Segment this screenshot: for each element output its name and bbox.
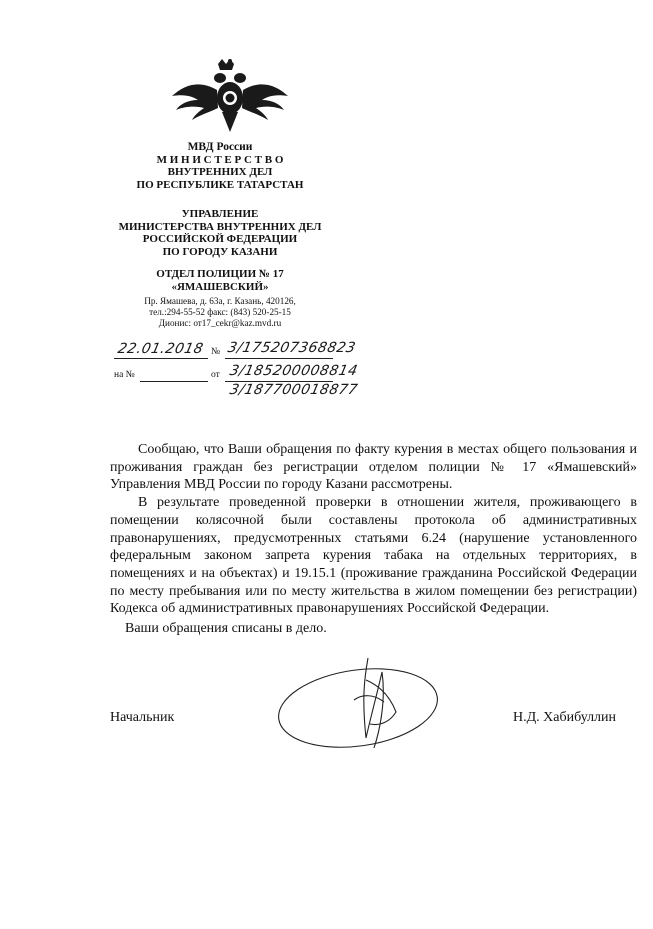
- date-underline: [114, 358, 208, 359]
- department-line-2: МИНИСТЕРСТВА ВНУТРЕННИХ ДЕЛ: [118, 220, 322, 233]
- address-line-1: Пр. Ямашева, д. 63а, г. Казань, 420126,: [144, 296, 296, 306]
- letterhead-ministry: [110, 141, 330, 191]
- letterhead-line-3: ВНУТРЕННИХ ДЕЛ: [167, 166, 273, 179]
- number-label: №: [211, 347, 221, 357]
- reference-number-label: на №: [114, 370, 135, 380]
- number-underline: [225, 358, 333, 359]
- letter-body: [110, 441, 637, 638]
- unit-line-2: «ЯМАШЕВСКИЙ»: [171, 280, 269, 293]
- unit-line-1: ОТДЕЛ ПОЛИЦИИ № 17: [156, 268, 284, 280]
- body-paragraph-1: Сообщаю, что Ваши обращения по факту курения в местах общего пользования и проживания граждан без регистрации отделом полиции № 17 «Ямашевский» Управления МВД России по городу Казани рассмотрены.: [110, 442, 637, 493]
- mvd-double-headed-eagle-icon: [170, 58, 290, 136]
- letterhead-department: [110, 208, 330, 258]
- signatory-title: Начальник: [110, 710, 175, 725]
- reference-number-underline: [140, 381, 208, 382]
- address-line-2: тел.:294-55-52 факс: (843) 520-25-15: [149, 307, 291, 318]
- outgoing-date: 22.01.2018: [116, 341, 205, 357]
- letterhead-line-2: М И Н И С Т Е Р С Т В О: [156, 153, 284, 166]
- department-line-3: РОССИЙСКОЙ ФЕДЕРАЦИИ: [142, 233, 298, 246]
- letterhead-unit: [110, 268, 330, 293]
- department-line-1: УПРАВЛЕНИЕ: [181, 208, 259, 220]
- reference-date-label: от: [211, 370, 220, 380]
- body-paragraph-3: Ваши обращения списаны в дело.: [125, 621, 327, 637]
- signatory-name: Н.Д. Хабибуллин: [513, 710, 617, 725]
- letterhead-line-4: ПО РЕСПУБЛИКЕ ТАТАРСТАН: [136, 178, 304, 191]
- reference-number-1: 3/185200008814: [228, 363, 360, 379]
- department-line-4: ПО ГОРОДУ КАЗАНИ: [162, 245, 278, 258]
- letterhead-line-1: МВД России: [187, 141, 253, 153]
- outgoing-number: 3/175207368823: [226, 340, 358, 356]
- letterhead-address: [110, 296, 330, 330]
- reference-number-2: 3/187700018877: [228, 382, 360, 398]
- handwritten-signature-icon: [270, 650, 450, 755]
- body-paragraph-2: В результате проведенной проверки в отношении жителя, проживающего в помещении колясочной были составлены протокола об административных правонарушениях, предусмотренных статьями 6.24 (нарушение установленного федеральным законом запрета курения табака на отдельных территориях, в помещениях и на объектах) и 19.15.1 (проживание гражданина Российской Федерации по месту пребывания или по месту жительства в жилом помещении без регистрации) Кодекса об административных правонарушениях Российской Федерации.: [110, 495, 637, 617]
- address-line-3: Дионис: от17_cekr@kaz.mvd.ru: [158, 318, 282, 329]
